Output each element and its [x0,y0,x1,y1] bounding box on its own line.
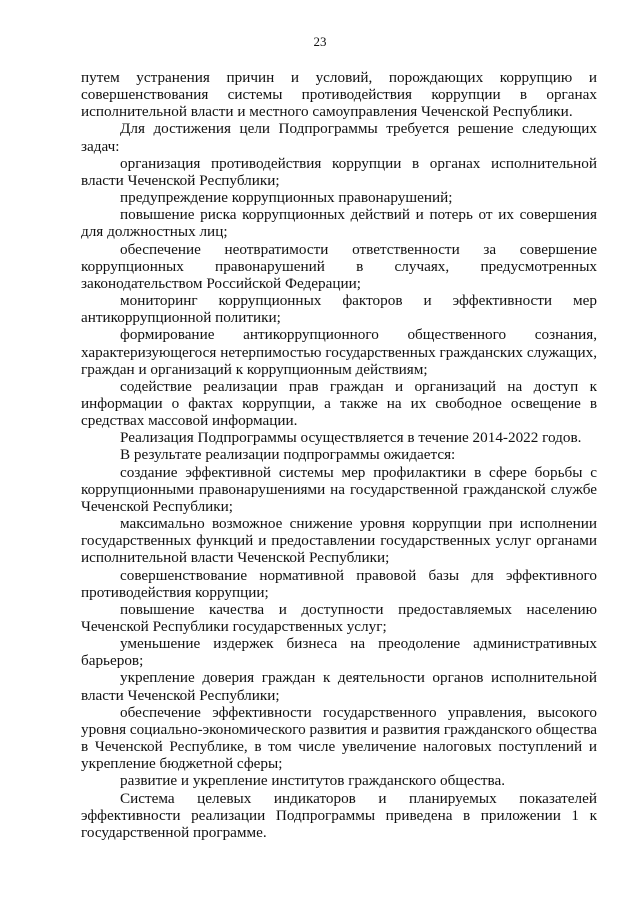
paragraph-implementation-period: Реализация Подпрограммы осуществляется в течение 2014-2022 годов. [120,429,582,447]
task-item: содействие реализации прав граждан и организаций на доступ к информации о фактах коррупции, а также на их свободное освещение в средствах массовой информации. [81,377,597,430]
task-item: формирование антикоррупционного общественного сознания, характеризующегося нетерпимостью государственных гражданских служащих, граждан и организаций к коррупционным действиям; [81,326,597,378]
result-item: обеспечение эффективности государственного управления, высокого уровня социально-экономического развития и развития гражданского общества в Чеченской Республике, в том числе увеличение налоговых поступлений и укрепление бюджетной сферы; [81,703,597,773]
paragraph-continuation: путем устранения причин и условий, порождающих коррупцию и совершенствования системы противодействия коррупции в органах исполнительной власти и местного самоуправления Чеченской Республики. [81,69,597,121]
result-item: уменьшение издержек бизнеса на преодоление административных барьеров; [81,635,597,670]
result-item: укрепление доверия граждан к деятельности органов исполнительной власти Чеченской Республики; [81,669,597,704]
paragraph-results-intro: В результате реализации подпрограммы ожидается: [120,446,456,464]
document-body [81,69,597,841]
task-item: мониторинг коррупционных факторов и эффективности мер антикоррупционной политики; [81,292,597,327]
task-item: повышение риска коррупционных действий и потерь от их совершения для должностных лиц; [81,206,597,241]
task-item: обеспечение неотвратимости ответственности за совершение коррупционных правонарушений в случаях, предусмотренных законодательством Российской Федерации; [81,240,597,292]
page-number: 23 [313,34,327,49]
paragraph-tasks-intro: Для достижения цели Подпрограммы требуется решение следующих задач: [81,120,597,155]
task-item: организация противодействия коррупции в органах исполнительной власти Чеченской Республики; [81,154,597,189]
result-item: совершенствование нормативной правовой базы для эффективного противодействия коррупции; [81,566,597,601]
result-item: создание эффективной системы мер профилактики в сфере борьбы с коррупционными правонарушениями на государственной гражданской службе Чеченской Республики; [81,463,597,515]
task-item: предупреждение коррупционных правонарушений; [120,189,453,207]
result-item: максимально возможное снижение уровня коррупции при исполнении государственных функций и предоставлении государственных услуг органами исполнительной власти Чеченской Республики; [81,515,597,567]
result-item: повышение качества и доступности предоставляемых населению Чеченской Республики государственных услуг; [81,600,597,635]
result-item: развитие и укрепление институтов гражданского общества. [120,772,506,790]
paragraph-indicators: Система целевых индикаторов и планируемых показателей эффективности реализации Подпрограммы приведена в приложении 1 к государственной программе. [81,789,597,841]
